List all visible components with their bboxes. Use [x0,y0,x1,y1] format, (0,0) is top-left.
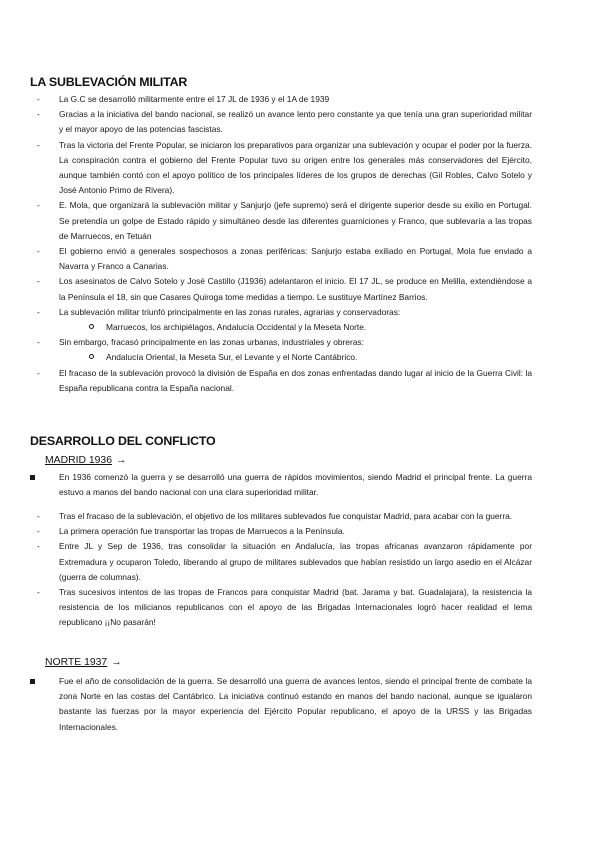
list-item: - Entre JL y Sep de 1936, tras consolidar la situación en Andalucía, las tropas africanas avanzaron rápidamente por Extremadura y ocuparon Toledo, liberando al grupo de militares sublevados que habían resistido un largo asedio en el Alcázar (guerra de columnas). [37,541,532,582]
list-item: - La G.C se desarrolló militarmente entre el 17 JL de 1936 y el 1A de 1939 [0,92,600,107]
circle-bullet [89,354,94,359]
dash-bullet: - [37,139,40,150]
dash-bullet: - [37,276,40,287]
list-item: - Tras sucesivos intentos de las tropas de Francos para conquistar Madrid (bat. Jarama y bat. Guadalajara), la resistencia la resistencia de los milicianos republicanos con el apoyo de las Brigadas Internacionales logró hacer realidad el lema republicano ¡¡No pasarán! [37,587,532,628]
sublevacion-list [0,92,600,396]
dash-bullet: - [37,94,40,104]
square-bullet [30,475,35,480]
list-item: - E. Mola, que organizará la sublevación militar y Sanjurjo (jefe supremo) será el dirigente superior desde su exilio en Portugal. Se pretendía un golpe de Estado rápido y simultáneo desde las diferentes guarniciones y Franco, que sublevaría a las tropas de Marruecos, en Tetuán [37,200,532,241]
list-item: - La sublevación militar triunfó principalmente en las zonas rurales, agrarias y conservadoras: [0,305,600,320]
norte-lead-list [0,674,600,735]
list-item: - Los asesinatos de Calvo Sotelo y José Castillo (J1936) adelantaron el inicio. El 17 JL, se produce en Melilla, extendiéndose a la Península el 18, sin que Casares Quiroga tome medidas a tiempo. Le sustituye Martínez Barrios. [37,276,532,302]
list-item: En 1936 comenzó la guerra y se desarrolló una guerra de rápidos movimientos, siendo Madrid el principal frente. La guerra estuvo a manos del bando nacional con una clara superioridad militar. [0,470,600,500]
list-item: - La primera operación fue transportar las tropas de Marruecos a la Península. [0,524,600,539]
dash-bullet: - [37,306,40,317]
list-item: - El fracaso de la sublevación provocó la división de España en dos zonas enfrentadas dando lugar al inicio de la Guerra Civil: la España republicana contra la España nacional. [37,367,532,393]
subheading-norte: NORTE 1937 → [45,657,122,668]
dash-bullet: - [37,541,40,552]
dash-bullet: - [37,511,40,521]
sub-list-item-rural: Marruecos, los archipiélagos, Andalucía Occidental y la Meseta Norte. [0,320,600,335]
dash-bullet: - [37,367,40,378]
section-title-sublevacion: LA SUBLEVACIÓN MILITAR [30,75,188,89]
list-item: - El gobierno envió a generales sospechosos a zonas periféricas: Sanjurjo estaba exiliado en Portugal, Mola fue enviado a Navarra y Franco a Canarias. [37,246,532,272]
circle-bullet [89,324,94,329]
dash-bullet: - [37,587,40,598]
dash-bullet: - [37,337,40,348]
section-title-desarrollo: DESARROLLO DEL CONFLICTO [30,434,216,448]
list-item: Fue el año de consolidación de la guerra. Se desarrolló una guerra de avances lentos, siendo el principal frente de combate la zona Norte en las costas del Cantábrico. La iniciativa continuó estando en manos del bando nacional, aunque se igualaron bastante las fuerzas por la mayor experiencia del Ejército Popular republicano, el apoyo de la URSS y las Brigadas Internacionales. [0,674,600,735]
madrid-list [0,509,600,631]
arrow-right-icon: → [111,657,122,668]
dash-bullet: - [37,526,40,537]
subheading-madrid: MADRID 1936 → [45,455,127,466]
sub-list-item-urban: Andalucía Oriental, la Meseta Sur, el Levante y el Norte Cantábrico. [0,350,600,365]
arrow-right-icon: → [116,455,127,466]
square-bullet [30,679,35,684]
madrid-lead-list [0,470,600,500]
dash-bullet: - [37,109,40,120]
list-item: - Tras el fracaso de la sublevación, el objetivo de los militares sublevados fue conquistar Madrid, para acabar con la guerra. [0,509,600,524]
list-item: - Gracias a la iniciativa del bando nacional, se realizó un avance lento pero constante ya que tenía una gran superioridad militar y el mayor apoyo de las potencias fascistas. [37,109,532,135]
list-item: - Tras la victoria del Frente Popular, se iniciaron los preparativos para organizar una sublevación y ocupar el poder por la fuerza. La conspiración contra el gobierno del Frente Popular tuvo su origen entre los generales más conservadores del Ejército, aunque también contó con el apoyo político de los principales líderes de los grupos de derechas (Gil Robles, Calvo Sotelo y José Antonio Primo de Rivera). [37,139,532,196]
dash-bullet: - [37,246,40,257]
dash-bullet: - [37,200,40,211]
list-item: - Sin embargo, fracasó principalmente en las zonas urbanas, industriales y obreras: [0,335,600,350]
